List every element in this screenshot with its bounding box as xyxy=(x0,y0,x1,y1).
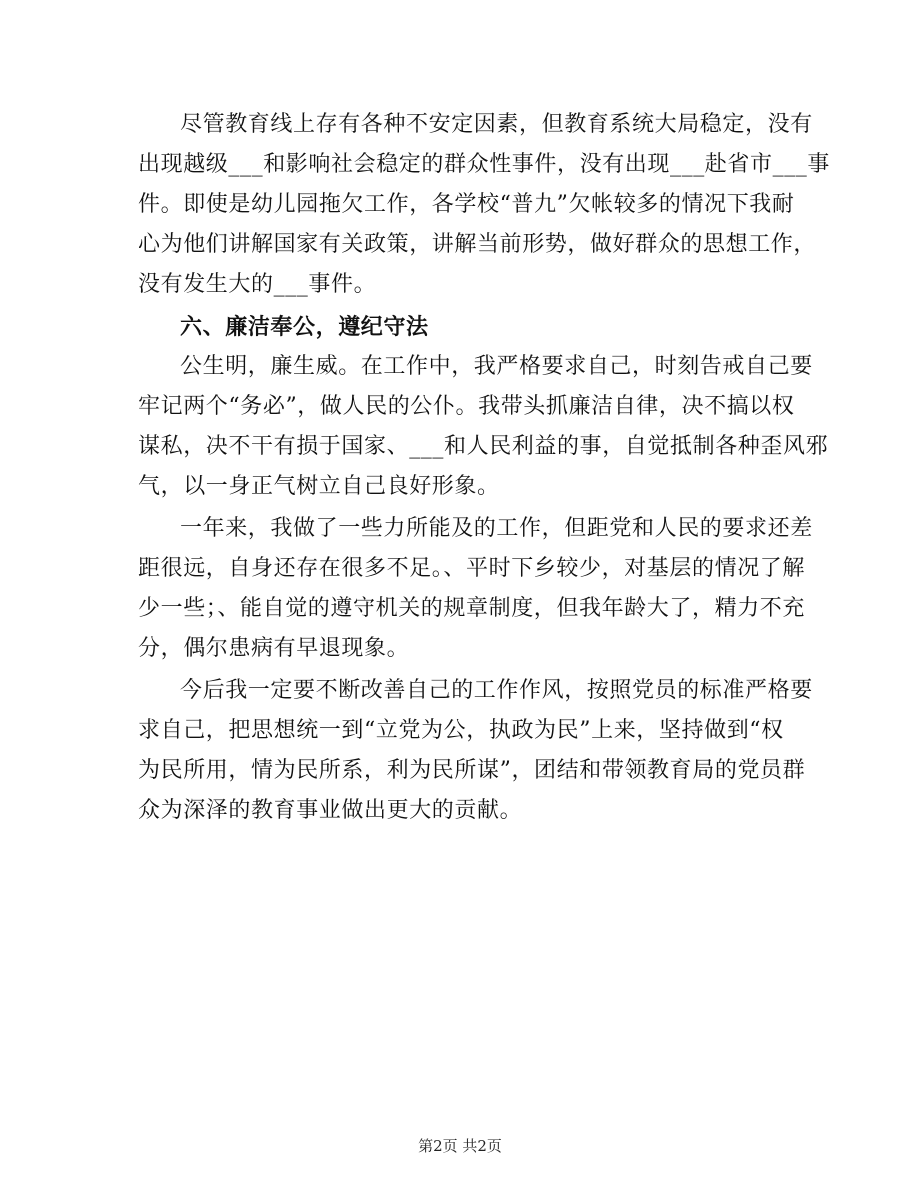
paragraph-3-line-2: 距很远，自身还存在很多不足。、平时下乡较少，对基层的情况了解 xyxy=(138,556,806,581)
paragraph-1-line-3: 件。即使是幼儿园拖欠工作，各学校“普九”欠帐较多的情况下我耐 xyxy=(138,192,795,217)
paragraph-1-line-4: 心为他们讲解国家有关政策，讲解当前形势，做好群众的思想工作， xyxy=(138,232,817,257)
paragraph-2-line-3: 谋私，决不干有损于国家、___和人民利益的事，自觉抵制各种歪风邪 xyxy=(138,434,829,459)
paragraph-4-line-4: 众为深泽的教育事业做出更大的贡献。 xyxy=(138,798,523,823)
paragraph-4-line-2: 求自己，把思想统一到“立党为公，执政为民”上来，坚持做到“权 xyxy=(138,718,784,743)
paragraph-3-line-1: 一年来，我做了一些力所能及的工作，但距党和人民的要求还差 xyxy=(180,516,813,541)
paragraph-4-line-1: 今后我一定要不断改善自己的工作作风，按照党员的标准严格要 xyxy=(180,678,813,703)
paragraph-1-line-2: 出现越级___和影响社会稳定的群众性事件，没有出现___赴省市___事 xyxy=(138,152,831,177)
paragraph-1-line-5: 没有发生大的___事件。 xyxy=(138,272,377,297)
paragraph-1-line-1: 尽管教育线上存有各种不安定因素，但教育系统大局稳定，没有 xyxy=(180,112,813,137)
paragraph-3-line-4: 分，偶尔患病有早退现象。 xyxy=(138,636,410,661)
paragraph-2-line-1: 公生明，廉生威。在工作中，我严格要求自己，时刻告戒自己要 xyxy=(180,354,813,379)
paragraph-4-line-3: 为民所用，情为民所系，利为民所谋”，团结和带领教育局的党员群 xyxy=(138,758,806,783)
page-number-footer: 第2页 共2页 xyxy=(418,1137,502,1155)
paragraph-3-line-3: 少一些；、能自觉的遵守机关的规章制度，但我年龄大了，精力不充 xyxy=(138,596,806,621)
section-heading: 六、廉洁奉公，遵纪守法 xyxy=(180,314,429,340)
paragraph-2-line-4: 气，以一身正气树立自己良好形象。 xyxy=(138,474,500,499)
paragraph-2-line-2: 牢记两个“务必”，做人民的公仆。我带头抓廉洁自律，决不搞以权 xyxy=(138,394,795,419)
